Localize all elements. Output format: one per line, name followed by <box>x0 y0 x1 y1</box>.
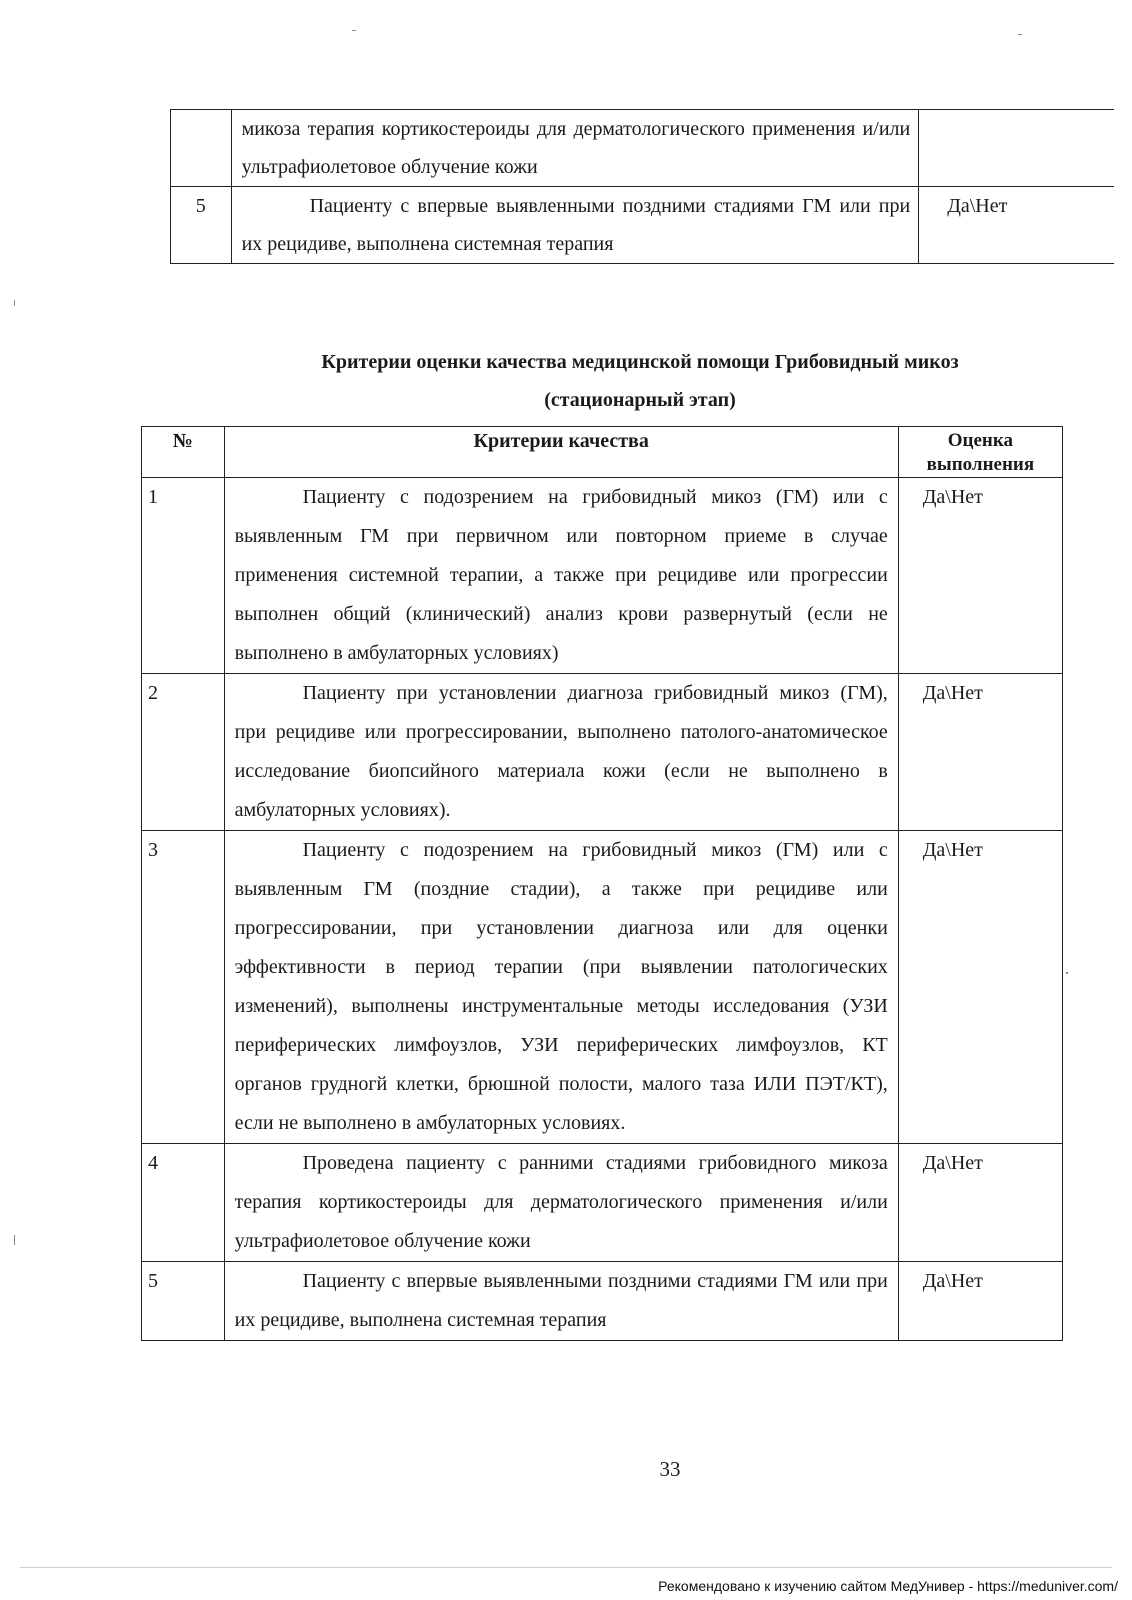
table-row <box>142 674 1063 831</box>
table-header-row <box>142 427 1063 478</box>
table-row <box>171 187 1115 264</box>
scan-speck <box>352 30 356 31</box>
row-number: 5 <box>142 1262 225 1341</box>
criterion-text: микоза терапия кортикостероиды для дерматологического применения и/или ультрафиолетовое облучение кожи <box>231 110 919 187</box>
criterion-cell <box>224 1144 898 1262</box>
criterion-cell <box>224 831 898 1144</box>
footer-divider <box>20 1567 1112 1568</box>
criterion-cell <box>224 1262 898 1341</box>
row-number: 4 <box>142 1144 225 1262</box>
result-cell: Да\Нет <box>898 674 1062 831</box>
continuation-table <box>170 109 1114 264</box>
table-row <box>171 110 1115 187</box>
criterion-cell <box>231 187 919 264</box>
result-cell: Да\Нет <box>919 187 1114 264</box>
result-cell: Да\Нет <box>898 1262 1062 1341</box>
scan-speck <box>14 1235 15 1245</box>
criterion-cell <box>224 674 898 831</box>
criterion-text: Пациенту с подозрением на грибовидный микоз (ГМ) или с выявленным ГМ (поздние стадии), а также при рецидиве или прогрессировании, при установлении диагноза или для оценки эффективности в период терапии (при выявлении патологических изменений), выполнены инструментальные методы исследования (УЗИ периферических лимфоузлов, УЗИ периферических лимфоузлов, КТ органов грудногй клетки, брюшной полости, малого таза ИЛИ ПЭТ/КТ), если не выполнено в амбулаторных условиях. <box>234 839 888 1134</box>
table-row <box>142 1144 1063 1262</box>
page-number: 33 <box>659 1457 681 1481</box>
scan-speck <box>14 300 15 306</box>
criterion-text: Пациенту с подозрением на грибовидный микоз (ГМ) или с выявленным ГМ при первичном или повторном приеме в случае применения системной терапии, а также при рецидиве или прогрессии выполнен общий (клинический) анализ крови развернутый (если не выполнено в амбулаторных условиях) <box>234 486 888 664</box>
criterion-text: Пациенту с впервые выявленными поздними стадиями ГМ или при их рецидиве, выполнена системная терапия <box>234 1270 888 1331</box>
scan-speck <box>1066 972 1068 974</box>
criterion-cell <box>224 478 898 674</box>
table-row <box>142 1262 1063 1341</box>
row-number: 3 <box>142 831 225 1144</box>
section-subtitle: (стационарный этап) <box>544 389 736 411</box>
header-result: Оценка выполнения <box>898 427 1062 478</box>
result-cell: Да\Нет <box>898 831 1062 1144</box>
row-number <box>171 110 232 187</box>
result-cell: Да\Нет <box>898 1144 1062 1262</box>
section-title: Критерии оценки качества медицинской помощи Грибовидный микоз <box>321 351 959 373</box>
table-row <box>142 478 1063 674</box>
result-cell: Да\Нет <box>898 478 1062 674</box>
table-row <box>142 831 1063 1144</box>
criterion-text: Пациенту с впервые выявленными поздними стадиями ГМ или при их рецидиве, выполнена системная терапия <box>241 195 911 255</box>
row-number: 1 <box>142 478 225 674</box>
result-cell <box>919 110 1114 187</box>
criteria-table <box>141 426 1063 1341</box>
criterion-text: Проведена пациенту с ранними стадиями грибовидного микоза терапия кортикостероиды для дерматологического применения и/или ультрафиолетовое облучение кожи <box>234 1152 888 1252</box>
footer-note: Рекомендовано к изучению сайтом МедУнивер - https://meduniver.com/ <box>658 1578 1118 1594</box>
scan-speck <box>1018 34 1022 35</box>
header-criterion: Критерии качества <box>224 427 898 478</box>
row-number: 2 <box>142 674 225 831</box>
header-number: № <box>142 427 225 478</box>
row-number: 5 <box>171 187 232 264</box>
criterion-text: Пациенту при установлении диагноза грибовидный микоз (ГМ), при рецидиве или прогрессировании, выполнено патолого-анатомическое исследование биопсийного материала кожи (если не выполнено в амбулаторных условиях). <box>234 682 888 821</box>
